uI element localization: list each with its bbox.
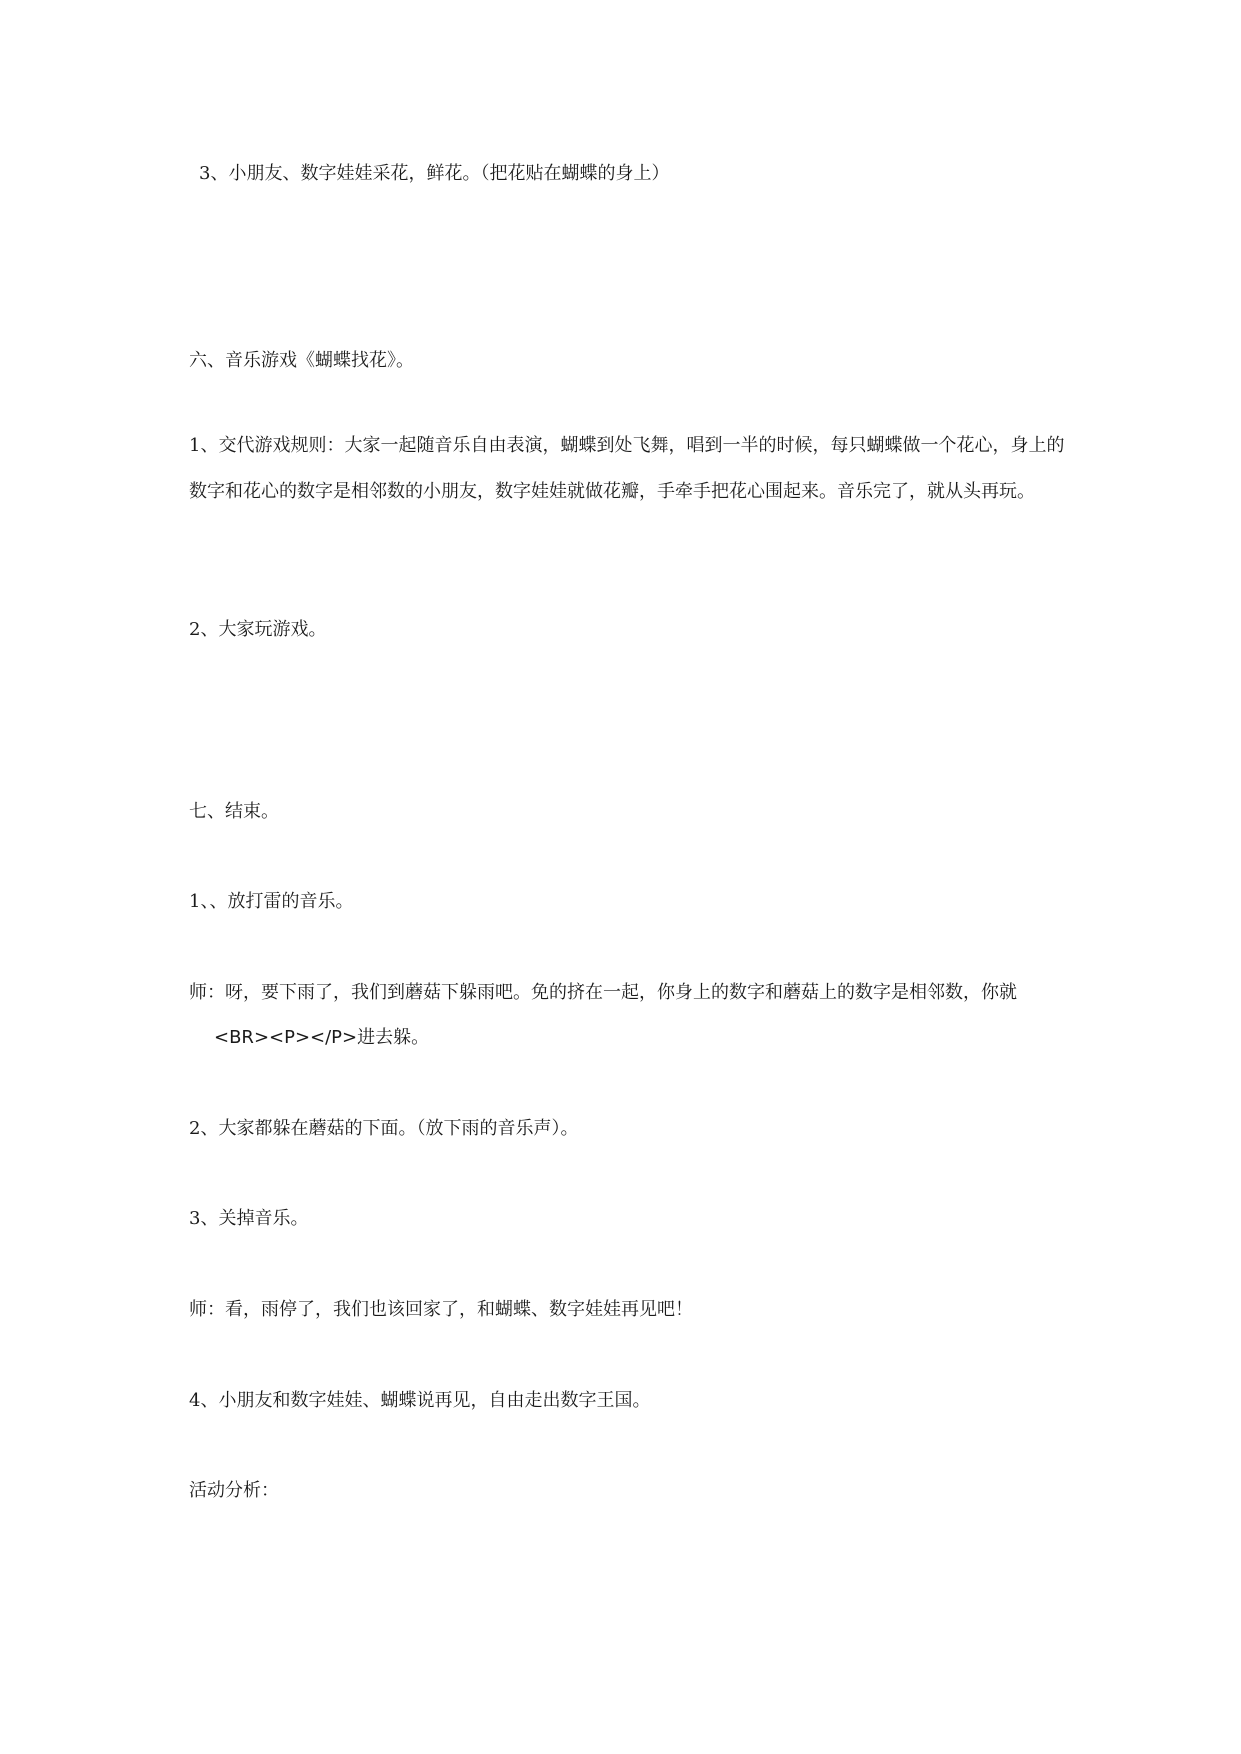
section7-item4: 4、小朋友和数字娃娃、蝴蝶说再见，自由走出数字王国。 [189,1390,651,1411]
teacher-line2: 师：看，雨停了，我们也该回家了，和蝴蝶、数字娃娃再见吧！ [189,1299,693,1320]
analysis-heading: 活动分析： [189,1480,279,1501]
teacher-line1: 师：呀，要下雨了，我们到蘑菇下躲雨吧。免的挤在一起，你身上的数字和蘑菇上的数字是相邻数，你就 [189,982,1017,1003]
section7-title: 七、结束。 [189,801,279,822]
section6-item2: 2、大家玩游戏。 [189,619,327,640]
section6-item1-rules: 1、交代游戏规则：大家一起随音乐自由表演，蝴蝶到处飞舞，唱到一半的时候，每只蝴蝶做一个花心，身上的数字和花心的数字是相邻数的小朋友，数字娃娃就做花瓣，手牵手把花心围起来。音乐完了，就从头再玩。 [189,435,1065,502]
section6-title: 六、音乐游戏《蝴蝶找花》。 [189,350,414,371]
section7-item3: 3、关掉音乐。 [189,1208,309,1229]
section7-item2: 2、大家都躲在蘑菇的下面。（放下雨的音乐声）。 [189,1118,579,1139]
section7-item1: 1、、放打雷的音乐。 [189,891,354,912]
html-tag-artifact: <BR><P></P> [214,1027,358,1048]
step3-pick-flowers: 3、小朋友、数字娃娃采花，鲜花。（把花贴在蝴蝶的身上） [199,163,670,184]
teacher-line1-cont-text: 进去躲。 [357,1027,430,1048]
teacher-line1-continuation [214,1025,1094,1051]
